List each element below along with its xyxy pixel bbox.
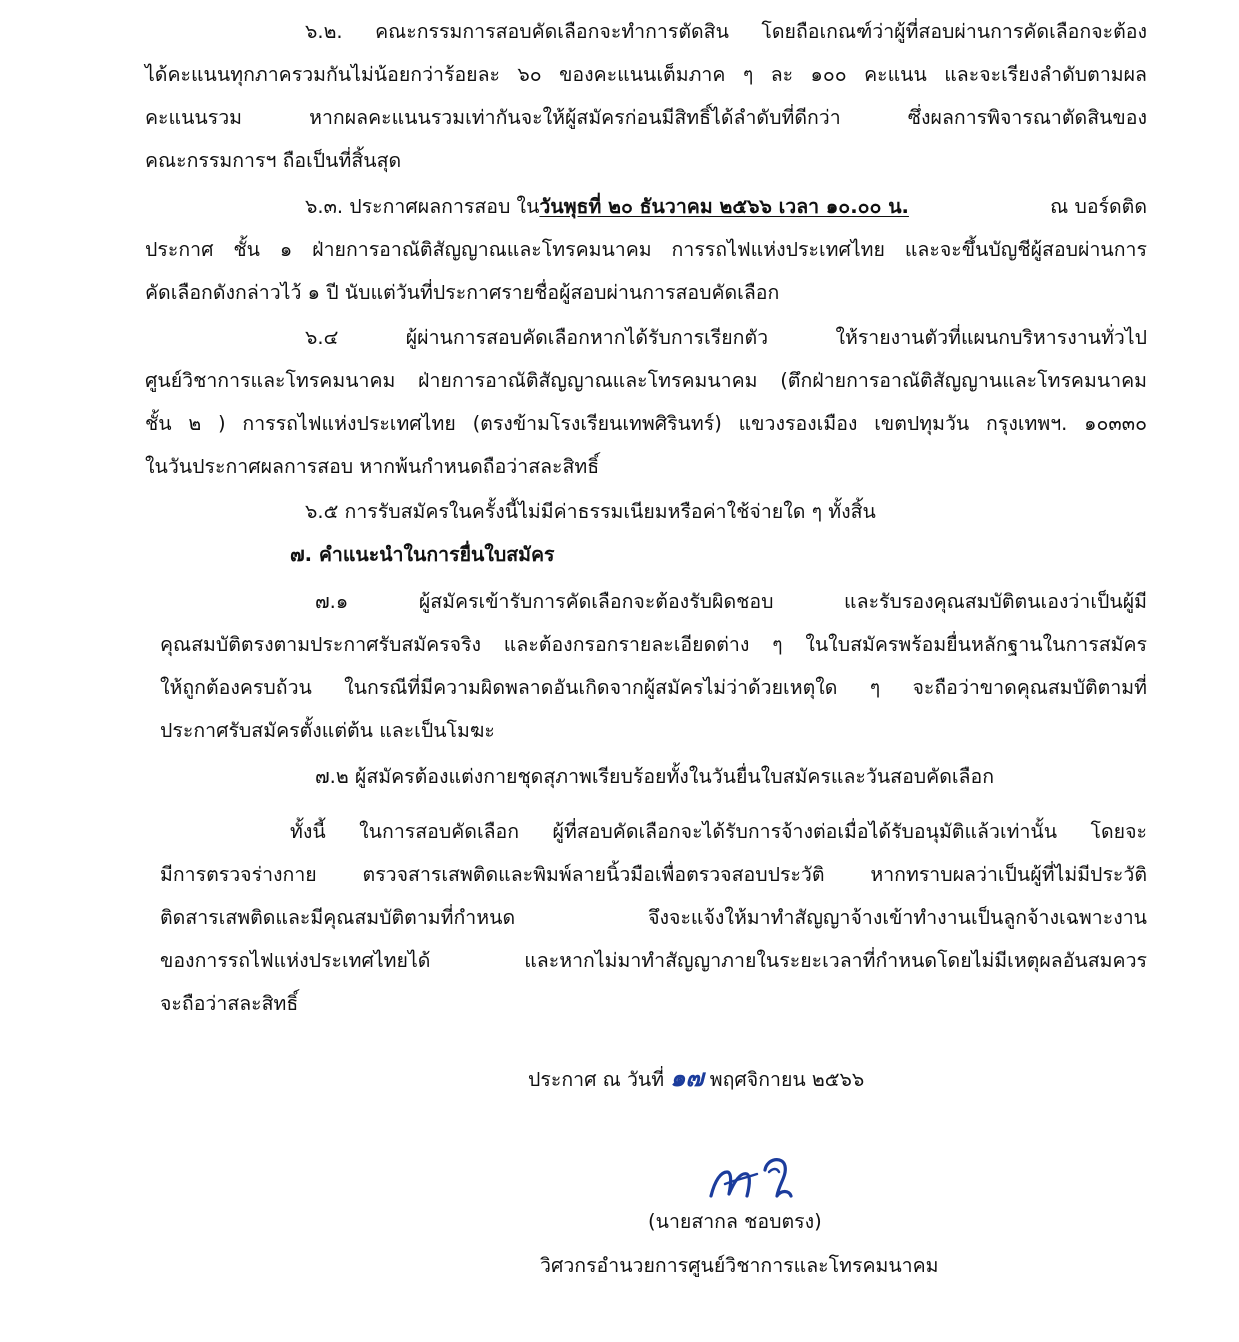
announcement-suffix: พฤศจิกายน ๒๕๖๖ xyxy=(703,1068,865,1091)
announcement-date xyxy=(528,1066,864,1090)
item-6-2-line-3: คะแนนรวม หากผลคะแนนรวมเท่ากันจะให้ผู้สมัครก่อนมีสิทธิ์ได้ลำดับที่ดีกว่า ซึ่งผลการพิจารณาตัดสินของ xyxy=(145,106,1147,129)
item-6-4-line-4: ในวันประกาศผลการสอบ หากพ้นกำหนดถือว่าสละสิทธิ์ xyxy=(145,455,600,478)
item-7-1-line-3: ให้ถูกต้องครบถ้วน ในกรณีที่มีความผิดพลาดอันเกิดจากผู้สมัครไม่ว่าด้วยเหตุใด ๆ จะถือว่าขาดคุณสมบัติตามที่ xyxy=(160,676,1147,699)
signatory-name: (นายสากล ชอบตรง) xyxy=(648,1210,822,1233)
item-7-1-line-4: ประกาศรับสมัครตั้งแต่ต้น และเป็นโมฆะ xyxy=(160,719,495,742)
item-6-2-line-1: ๖.๒. คณะกรรมการสอบคัดเลือกจะทำการตัดสิน โดยถือเกณฑ์ว่าผู้ที่สอบผ่านการคัดเลือกจะต้อง xyxy=(305,20,1147,43)
item-6-4-line-1: ๖.๔ ผู้ผ่านการสอบคัดเลือกหากได้รับการเรียกตัว ให้รายงานตัวที่แผนกบริหารงานทั่วไป xyxy=(305,326,1147,349)
item-6-4-line-2: ศูนย์วิชาการและโทรคมนาคม ฝ่ายการอาณัติสัญญาณและโทรคมนาคม (ตึกฝ่ายการอาณัติสัญญานและโทรคมนาคม xyxy=(145,369,1147,392)
closing-line-1: ทั้งนี้ ในการสอบคัดเลือก ผู้ที่สอบคัดเลือกจะได้รับการจ้างต่อเมื่อได้รับอนุมัติแล้วเท่านั้น โดยจะ xyxy=(290,820,1147,843)
closing-line-5: จะถือว่าสละสิทธิ์ xyxy=(160,992,299,1015)
handwritten-day: ๑๗ xyxy=(670,1064,704,1092)
item-6-3-line-1 xyxy=(305,197,1147,217)
item-6-4-line-3: ชั้น ๒ ) การรถไฟแห่งประเทศไทย (ตรงข้ามโรงเรียนเทพศิรินทร์) แขวงรองเมือง เขตปทุมวัน กรุงเทพฯ. ๑๐๓๓๐ xyxy=(145,412,1147,435)
announcement-prefix: ประกาศ ณ วันที่ xyxy=(528,1068,671,1091)
item-6-3-suffix: ณ บอร์ดติด xyxy=(1050,195,1147,218)
closing-line-3: ติดสารเสพติดและมีคุณสมบัติตามที่กำหนด จึงจะแจ้งให้มาทำสัญญาจ้างเข้าทำงานเป็นลูกจ้างเฉพาะงาน xyxy=(160,906,1147,929)
signatory-title: วิศวกรอำนวยการศูนย์วิชาการและโทรคมนาคม xyxy=(540,1254,939,1277)
section-7-heading: ๗. คำแนะนำในการยื่นใบสมัคร xyxy=(290,543,555,566)
item-6-5: ๖.๕ การรับสมัครในครั้งนี้ไม่มีค่าธรรมเนียมหรือค่าใช้จ่ายใด ๆ ทั้งสิ้น xyxy=(305,500,876,523)
item-6-3-prefix: ๖.๓. ประกาศผลการสอบ ใน xyxy=(305,195,540,218)
closing-line-2: มีการตรวจร่างกาย ตรวจสารเสพติดและพิมพ์ลายนิ้วมือเพื่อตรวจสอบประวัติ หากทราบผลว่าเป็นผู้ที่ไม่มีประวัติ xyxy=(160,863,1147,886)
item-6-2-line-4: คณะกรรมการฯ ถือเป็นที่สิ้นสุด xyxy=(145,149,402,172)
item-6-3-line-3: คัดเลือกดังกล่าวไว้ ๑ ปี นับแต่วันที่ประกาศรายชื่อผู้สอบผ่านการสอบคัดเลือก xyxy=(145,281,780,304)
item-7-2: ๗.๒ ผู้สมัครต้องแต่งกายชุดสุภาพเรียบร้อยทั้งในวันยื่นใบสมัครและวันสอบคัดเลือก xyxy=(315,765,994,788)
signature-icon xyxy=(705,1150,815,1202)
result-date-emphasis: วันพุธที่ ๒๐ ธันวาคม ๒๕๖๖ เวลา ๑๐.๐๐ น. xyxy=(539,195,909,218)
item-6-2-line-2: ได้คะแนนทุกภาครวมกันไม่น้อยกว่าร้อยละ ๖๐ ของคะแนนเต็มภาค ๆ ละ ๑๐๐ คะแนน และจะเรียงลำดับตามผล xyxy=(145,63,1147,86)
item-7-1-line-1: ๗.๑ ผู้สมัครเข้ารับการคัดเลือกจะต้องรับผิดชอบ และรับรองคุณสมบัติตนเองว่าเป็นผู้มี xyxy=(315,590,1147,613)
closing-line-4: ของการรถไฟแห่งประเทศไทยได้ และหากไม่มาทำสัญญาภายในระยะเวลาที่กำหนดโดยไม่มีเหตุผลอันสมควร xyxy=(160,949,1147,972)
item-6-3-line-2: ประกาศ ชั้น ๑ ฝ่ายการอาณัติสัญญาณและโทรคมนาคม การรถไฟแห่งประเทศไทย และจะขึ้นบัญชีผู้สอบผ่านการ xyxy=(145,238,1147,261)
item-7-1-line-2: คุณสมบัติตรงตามประกาศรับสมัครจริง และต้องกรอกรายละเอียดต่าง ๆ ในใบสมัครพร้อมยื่นหลักฐานในการสมัคร xyxy=(160,633,1147,656)
